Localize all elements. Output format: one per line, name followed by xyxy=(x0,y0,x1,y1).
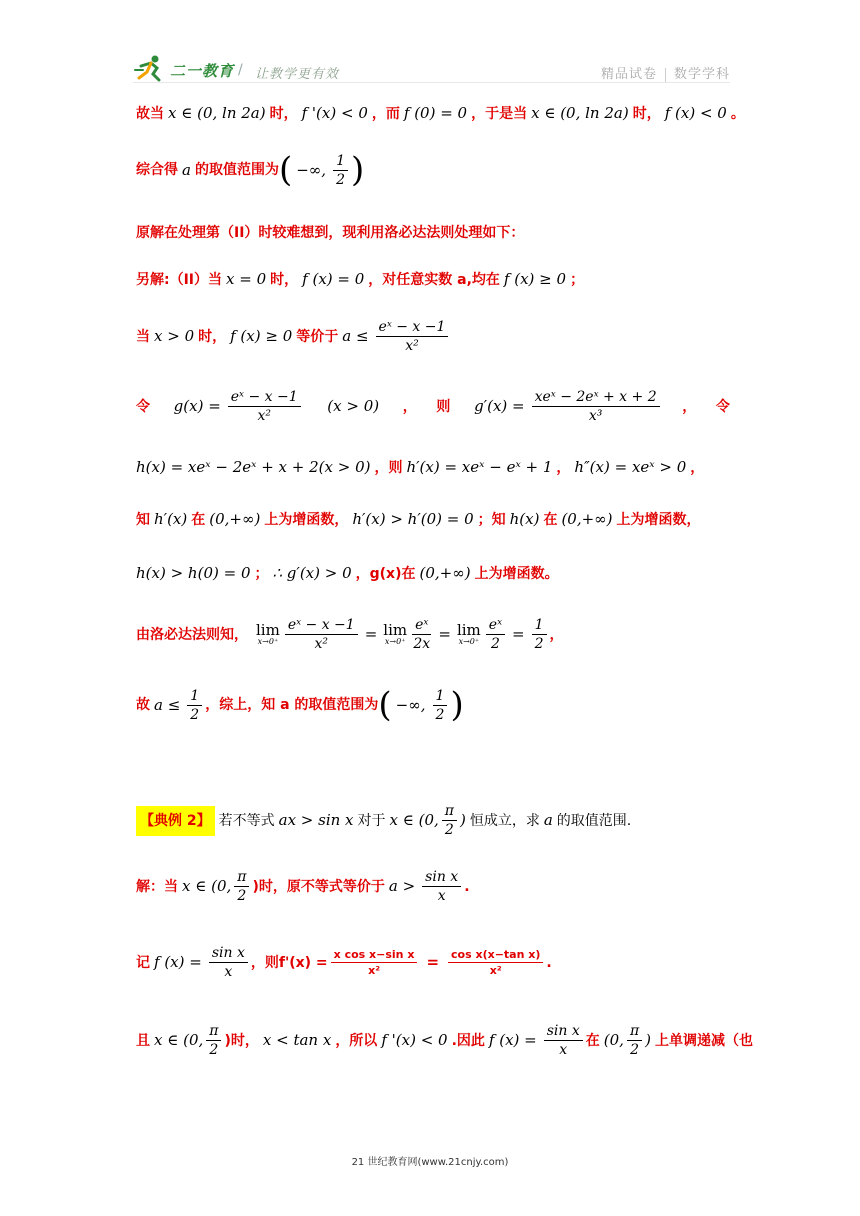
text: 则 xyxy=(436,398,451,415)
math: ∴ g′(x) > 0 xyxy=(272,564,352,582)
fraction xyxy=(187,689,202,722)
numerator: 1 xyxy=(433,689,448,706)
math: f (x) < 0 xyxy=(664,104,727,122)
line-1 xyxy=(136,106,745,121)
numerator: xeˣ − 2eˣ + x + 2 xyxy=(532,390,660,407)
line-10 xyxy=(136,618,564,651)
text: ， xyxy=(402,398,417,415)
text: 在 xyxy=(191,511,206,528)
text: )时，原不等式等价于 xyxy=(252,878,385,895)
header-tag-subject: 数学学科 xyxy=(673,67,730,82)
numerator: π xyxy=(206,1024,221,1041)
math: f '(x) < 0 xyxy=(301,104,368,122)
fraction xyxy=(376,320,449,353)
lim-sub: x→0⁺ xyxy=(257,637,279,646)
math-group xyxy=(170,390,304,423)
math: a ≤ xyxy=(342,327,369,345)
text: ， xyxy=(549,626,564,643)
denominator: x xyxy=(224,964,233,980)
math: f (x) = 0 xyxy=(302,270,365,288)
line-3 xyxy=(136,226,524,240)
limit xyxy=(457,623,481,646)
math: g(x) = xyxy=(173,397,221,415)
fraction xyxy=(333,154,348,187)
text: 时， xyxy=(632,105,661,122)
math: −∞, xyxy=(296,160,327,179)
math: f (x) = xyxy=(488,1031,537,1049)
math: a xyxy=(182,160,191,179)
text: 时， xyxy=(270,271,299,288)
denominator: 2x xyxy=(413,636,431,652)
text: 记 xyxy=(136,954,150,971)
line-9 xyxy=(136,566,559,581)
numerator: 1 xyxy=(333,154,348,171)
fraction xyxy=(442,804,457,837)
math: (0,+∞) xyxy=(561,510,613,528)
fraction xyxy=(448,949,543,976)
logo-name: 二一教育 xyxy=(170,62,235,80)
text: .因此 xyxy=(451,1032,485,1049)
open-paren: ( xyxy=(278,150,293,190)
text: 解：当 xyxy=(136,878,178,895)
header-tags xyxy=(601,63,730,82)
header-separator xyxy=(665,68,666,82)
text: 等价于 xyxy=(296,328,339,345)
numerator: sin x xyxy=(544,1024,583,1041)
text: 在 xyxy=(585,1032,600,1049)
fraction xyxy=(206,1024,221,1057)
text: 令 xyxy=(136,398,150,415)
text: ， xyxy=(355,565,370,582)
math: x ∈ (0, ln 2a) xyxy=(531,104,629,122)
lim-sub: x→0⁺ xyxy=(458,637,480,646)
text: 另解:（II）当 xyxy=(136,271,223,288)
text: ； xyxy=(254,565,269,582)
fraction xyxy=(412,618,431,651)
open-paren: ( xyxy=(378,685,392,725)
numerator: eˣ − x −1 xyxy=(285,618,358,635)
math: ) xyxy=(645,1031,651,1049)
text: )时， xyxy=(224,1032,259,1049)
fraction xyxy=(433,689,448,722)
line-7 xyxy=(136,460,704,475)
denominator: 2 xyxy=(534,636,544,652)
math: a > xyxy=(388,877,416,895)
numerator: sin x xyxy=(422,870,461,887)
text: ，所以 xyxy=(335,1032,378,1049)
denominator: x xyxy=(437,888,446,904)
line-5 xyxy=(136,320,451,353)
fraction xyxy=(532,618,547,651)
header-tag-quality: 精品试卷 xyxy=(600,67,657,82)
text: 上为增函数， xyxy=(264,511,349,528)
example-badge: 【典例 2】 xyxy=(136,806,215,836)
text: 恒成立，求 xyxy=(469,812,540,829)
numerator: eˣ xyxy=(486,618,505,635)
math: f (x) = xyxy=(154,953,202,971)
numerator: eˣ − x −1 xyxy=(376,320,449,337)
denominator: x xyxy=(559,1042,568,1058)
line-4 xyxy=(136,272,584,287)
math: a xyxy=(543,811,553,829)
math: f (x) ≥ 0 xyxy=(503,270,567,288)
line-6 xyxy=(136,390,730,423)
text: 且 xyxy=(136,1032,150,1049)
text: 当 xyxy=(136,328,150,345)
numerator: sin x xyxy=(209,946,248,963)
math-group xyxy=(470,390,663,423)
text: 若不等式 xyxy=(218,812,275,829)
lim-label: lim xyxy=(256,621,280,639)
math: (0,+∞) xyxy=(209,510,261,528)
math: (0, xyxy=(603,1031,624,1049)
page-footer: 21 世纪教育网(www.21cnjy.com) xyxy=(351,1157,509,1168)
text: 时， xyxy=(269,105,298,122)
numerator: eˣ xyxy=(412,618,431,635)
numerator: 1 xyxy=(532,618,547,635)
lim-sub: x→0⁺ xyxy=(384,637,406,646)
fraction xyxy=(228,390,301,423)
math: ax > sin x xyxy=(278,811,354,829)
math: x = 0 xyxy=(226,270,267,288)
text: 令 xyxy=(715,398,730,415)
text: 的取值范围. xyxy=(556,812,632,829)
denominator: 2 xyxy=(444,822,454,838)
line-13 xyxy=(136,870,470,903)
text: 故当 xyxy=(136,105,164,122)
denominator: x² xyxy=(489,964,502,977)
math: h′(x) = xeˣ − eˣ + 1 xyxy=(406,458,553,476)
equals: = xyxy=(512,625,525,643)
math: −∞, xyxy=(395,695,426,714)
lim-label: lim xyxy=(383,621,408,639)
math: ) xyxy=(459,811,466,829)
numerator: x cos x−sin x xyxy=(331,949,418,963)
math: x < tan x xyxy=(262,1031,332,1049)
close-paren: ) xyxy=(450,685,464,725)
logo-slogan: 让教学更有效 xyxy=(255,67,340,82)
text: 由洛必达法则知， xyxy=(136,626,248,643)
text: ， xyxy=(556,459,571,476)
math: x ∈ (0, ln 2a) xyxy=(168,104,266,122)
fraction xyxy=(234,870,249,903)
numerator: 1 xyxy=(187,689,202,706)
fraction xyxy=(331,949,418,976)
runner-logo-icon xyxy=(133,54,167,82)
math: x ∈ (0, xyxy=(389,811,439,829)
denominator: 2 xyxy=(490,636,500,652)
equals: = xyxy=(364,625,378,643)
math: f (x) ≥ 0 xyxy=(230,327,293,345)
page-header xyxy=(0,0,860,90)
text: 时， xyxy=(198,328,227,345)
math: x > 0 xyxy=(154,327,195,345)
text: 综合得 xyxy=(136,162,178,178)
math: (0,+∞) xyxy=(419,564,471,582)
fraction xyxy=(422,870,461,903)
numerator: π xyxy=(234,870,249,887)
math: x ∈ (0, xyxy=(154,1031,204,1049)
math: h″(x) = xeˣ > 0 xyxy=(574,458,687,476)
fraction xyxy=(627,1024,642,1057)
text: 的取值范围为 xyxy=(194,162,279,178)
fraction xyxy=(544,1024,583,1057)
denominator: 2 xyxy=(190,706,200,723)
denominator: x² xyxy=(368,964,381,977)
text: g(x)在 xyxy=(369,565,416,582)
text: ， xyxy=(682,398,697,415)
fraction xyxy=(486,618,505,651)
text: 故 xyxy=(136,697,150,713)
text: ，于是当 xyxy=(471,105,528,122)
math: h(x) = xeˣ − 2eˣ + x + 2(x > 0) xyxy=(136,458,371,476)
math: g′(x) = xyxy=(474,397,525,415)
text: ，对任意实数 a,均在 xyxy=(368,271,500,288)
close-paren: ) xyxy=(350,150,365,190)
denominator: 2 xyxy=(435,706,445,723)
lim-label: lim xyxy=(456,621,481,639)
text: 原解在处理第（II）时较难想到，现利用洛必达法则处理如下： xyxy=(136,225,525,241)
text: 上为增函数， xyxy=(616,511,701,528)
equals: = xyxy=(438,625,451,643)
math: h(x) > h(0) = 0 xyxy=(136,564,251,582)
math: h′(x) xyxy=(154,510,188,528)
line-8 xyxy=(136,512,701,527)
math: f '(x) < 0 xyxy=(381,1031,448,1049)
denominator: 2 xyxy=(336,171,345,188)
denominator: x³ xyxy=(588,408,603,424)
numerator: eˣ − x −1 xyxy=(228,390,301,407)
denominator: x² xyxy=(257,408,271,424)
text: . xyxy=(464,878,470,895)
fraction xyxy=(285,618,358,651)
math: x ∈ (0, xyxy=(182,877,232,895)
text: 。 xyxy=(730,105,745,122)
denominator: x² xyxy=(405,338,419,354)
text: 上为增函数。 xyxy=(474,565,559,582)
text: 在 xyxy=(543,511,558,528)
text: ； xyxy=(570,271,585,288)
line-2 xyxy=(136,150,365,190)
logo-divider: / xyxy=(238,62,243,78)
text: ， xyxy=(690,459,705,476)
equals: = xyxy=(426,953,440,971)
math: a ≤ xyxy=(154,695,181,714)
text: 知 xyxy=(136,511,150,528)
numerator: π xyxy=(442,804,457,821)
numerator: π xyxy=(627,1024,642,1041)
text: ，而 xyxy=(371,105,400,122)
fraction xyxy=(209,946,248,979)
limit xyxy=(383,623,407,646)
denominator: 2 xyxy=(630,1042,639,1058)
line-15 xyxy=(136,1024,753,1057)
example-2-statement xyxy=(136,804,631,837)
text: 对于 xyxy=(357,812,386,829)
numerator: cos x(x−tan x) xyxy=(448,949,543,963)
math: f (0) = 0 xyxy=(403,104,468,122)
line-14 xyxy=(136,946,552,979)
text: . xyxy=(546,954,552,971)
denominator: 2 xyxy=(237,888,247,904)
header-rule xyxy=(133,82,730,83)
line-11 xyxy=(136,685,464,725)
denominator: 2 xyxy=(209,1042,219,1058)
text: ；知 xyxy=(477,511,506,528)
math: h′(x) > h′(0) = 0 xyxy=(352,510,474,528)
text: ，则f'(x) = xyxy=(250,954,328,971)
limit xyxy=(256,623,280,646)
text: ，综上，知 a 的取值范围为 xyxy=(205,697,379,713)
denominator: x² xyxy=(314,636,329,652)
math: h(x) xyxy=(509,510,540,528)
math: (x > 0) xyxy=(327,397,380,415)
text: 上单调递减（也 xyxy=(655,1032,753,1049)
text: ，则 xyxy=(374,459,403,476)
fraction xyxy=(532,390,660,423)
